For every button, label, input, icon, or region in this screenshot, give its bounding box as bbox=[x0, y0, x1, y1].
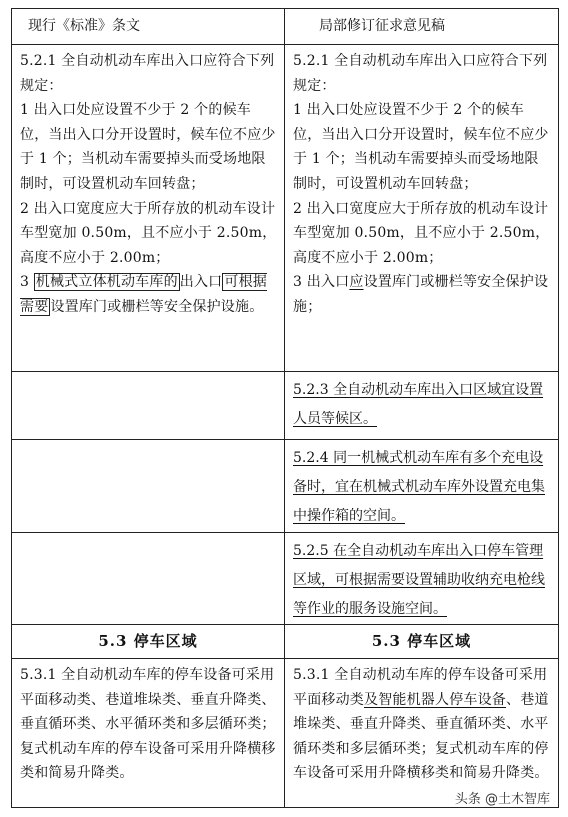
table-row-5-2-3 bbox=[12, 372, 558, 440]
header-draft-revision: 局部修订征求意见稿 bbox=[319, 18, 445, 34]
clause-text: 5.3.1 全自动机动车库的停车设备可采用平面移动类 bbox=[293, 667, 548, 708]
underlined-added-text: 5.2.5 在全自动机动车库出入口停车管理区域，可根据需要设置辅助收纳充电枪线等作业的服务设施空间。 bbox=[293, 543, 545, 617]
table-row-5-3-1 bbox=[12, 659, 558, 807]
table-section-row bbox=[12, 625, 558, 659]
underlined-added-text: 应 bbox=[349, 274, 364, 291]
table-header-row bbox=[12, 9, 558, 45]
empty-current-cell bbox=[12, 372, 285, 439]
comparison-table bbox=[11, 8, 559, 808]
clause-text: 设置库门或栅栏等安全保护设施； bbox=[293, 274, 549, 315]
table-row-5-2-5 bbox=[12, 533, 558, 625]
header-current-standard: 现行《标准》条文 bbox=[12, 9, 285, 44]
clause-text: 、巷道堆垛类、垂直升降类、垂直循环类、水平循环类和多层循环类；复式机动车库的停车设备可采用升降横移类和简易升降类。 bbox=[293, 691, 549, 782]
clause-line: 1 出入口处应设置不少于 2 个的候车位，当出入口分开设置时，候车位不应少于 1 个；当机动车需要掉头而受场地限制时，可设置机动车回转盘； bbox=[20, 102, 276, 192]
empty-current-cell bbox=[12, 440, 285, 532]
section-title-current: 5.3 停车区域 bbox=[12, 625, 285, 658]
boxed-deleted-text: 机械式立体机动车库的 bbox=[35, 274, 178, 291]
section-title-draft: 5.3 停车区域 bbox=[371, 632, 472, 650]
clause-line: 2 出入口宽度应大于所存放的机动车设计车型宽加 0.50m，且不应小于 2.50m，高度不应小于 2.00m； bbox=[293, 200, 550, 266]
clause-line bbox=[293, 663, 552, 786]
clause-line: 2 出入口宽度应大于所存放的机动车设计车型宽加 0.50m，且不应小于 2.50m，高度不应小于 2.00m； bbox=[20, 200, 277, 266]
clause-text: 出入口 bbox=[179, 274, 223, 291]
clause-line: 5.2.1 全自动机动车库出入口应符合下列规定： bbox=[293, 53, 548, 94]
table-row-5-2-4 bbox=[12, 440, 558, 533]
clause-line bbox=[293, 270, 552, 319]
underlined-added-text: 及智能机器人停车设备 bbox=[364, 691, 506, 708]
clause-text: 设置库门或栅栏等安全保护设施。 bbox=[50, 298, 264, 315]
clause-5-2-1-draft bbox=[285, 45, 558, 371]
underlined-added-text: 5.2.3 全自动机动车库出入口区域宜设置人员等候区。 bbox=[293, 382, 544, 427]
underlined-added-text: 5.2.4 同一机械式机动车库有多个充电设备时，宜在机械式机动车库外设置充电集中操作箱的空间。 bbox=[293, 450, 545, 524]
clause-line: 5.3.1 全自动机动车库的停车设备可采用平面移动类、巷道堆垛类、垂直升降类、垂直循环类、水平循环类和多层循环类；复式机动车库的停车设备可采用升降横移类和简易升降类。 bbox=[20, 667, 276, 782]
clause-5-3-1-draft bbox=[285, 659, 558, 807]
clause-line: 5.2.1 全自动机动车库出入口应符合下列规定： bbox=[20, 53, 275, 94]
clause-5-2-3-draft bbox=[285, 372, 558, 439]
clause-5-2-4-draft bbox=[285, 440, 558, 532]
clause-line bbox=[20, 270, 278, 319]
clause-text: 3 出入口 bbox=[293, 274, 350, 291]
watermark-label: 头条 @土木智库 bbox=[451, 788, 554, 807]
clause-5-2-5-draft bbox=[285, 533, 558, 624]
clause-text: 3 bbox=[20, 274, 34, 291]
clause-5-2-1-current bbox=[12, 45, 285, 371]
boxed-deleted-text: 可根据需要 bbox=[20, 274, 267, 315]
clause-line: 1 出入口处应设置不少于 2 个的候车位，当出入口分开设置时，候车位不应少于 1 个；当机动车需要掉头而受场地限制时，可设置机动车回转盘； bbox=[293, 102, 549, 192]
empty-current-cell bbox=[12, 533, 285, 624]
clause-5-3-1-current bbox=[12, 659, 285, 807]
table-row-5-2-1 bbox=[12, 45, 558, 372]
